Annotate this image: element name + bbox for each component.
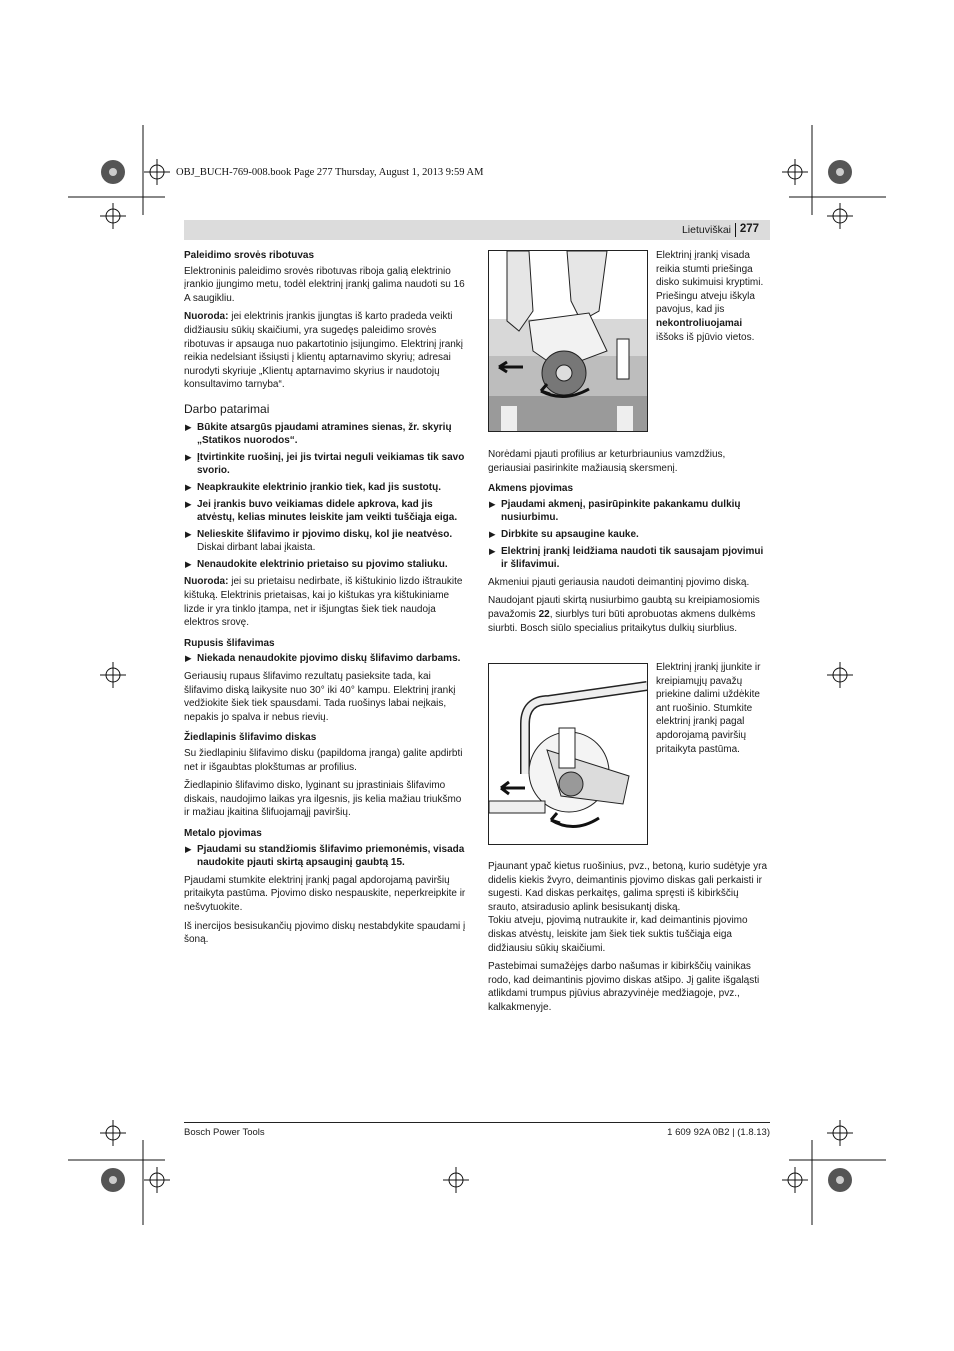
list-item: ▶ Dirbkite su apsaugine kauke. [489,528,639,540]
page-header [184,220,770,240]
section-title: Žiedlapinis šlifavimo diskas [184,732,317,744]
right-column-text-1 [488,448,770,640]
list-item: ▶ Elektrinį įrankį leidžiama naudoti tik sausajam pjovimui ir šlifavimui. [489,545,764,571]
note-paragraph [184,310,466,392]
list-item: ▶ Pjaudami akmenį, pasirūpinkite pakankamu dulkių nusiurbimu. [489,498,741,524]
triangle-bullet-icon: ▶ [489,545,496,556]
caption-text: Elektrinį įrankį įjunkite ir kreipiamųjų pavažų priekine dalimi uždėkite ant ruošinio. Stumkite elektrinį įrankį pagal apdorojamą paviršių pritaikyta pastūma. [656,662,761,755]
section-heading: Darbo patarimai [184,401,270,416]
section-title: Paleidimo srovės ribotuvas [184,250,315,261]
paragraph: Pjaudami stumkite elektrinį įrankį pagal apdorojamą paviršių pritaikyta pastūma. Pjovimo disko nespauskite, neperkreipkite ir nešvytuokite. [184,874,466,913]
bullet-list [184,843,466,870]
triangle-bullet-icon: ▶ [185,451,192,462]
bullet-list [488,498,770,572]
paragraph: Žiedlapinio šlifavimo disko, lyginant su įprastiniais šlifavimo diskais, naudojimo laikas yra ilgesnis, jis kelia mažiau triukšmo ir mažiau įkaitina šlifuojamąjį paviršių. [184,780,462,819]
triangle-bullet-icon: ▶ [185,843,192,854]
list-item: ▶ Niekada nenaudokite pjovimo diskų šlifavimo darbams. [185,653,461,665]
triangle-bullet-icon: ▶ [185,528,192,539]
paragraph: Elektroninis paleidimo srovės ribotuvas riboja galią elektrinio įrankio įjungimo metu, todėl elektrinį įrankį galima naudoti su 16 A saugikliu. [184,265,465,304]
cutting-direction-drawing [489,251,647,431]
note-text: jei elektrinis įrankis įjungtas iš karto pradeda veikti didžiausiu sūkių skaičiumi, yra sugedęs paleidimo srovės ribotuvas ir apsauga nuo pakartotinio įsijungimo. Elektrinį įrankį reikia nedelsiant išsiųsti į klientų aptarnavimo skyrių; adresai nurodyti skyriuje „Klientų aptarnavimo skyrius ir naudotojų konsultavimo tarnyba“. [184,311,464,391]
header-language: Lietuviškai [681,224,731,236]
triangle-bullet-icon: ▶ [185,558,192,569]
bullet-list [184,652,466,666]
paragraph: Naudojant pjauti skirtą nusiurbimo gaubtą su kreipiamosiomis pavažomis 22, siurblys turi būti aprobuotas akmens dulkėms siurbti. Bosch siūlo specialius pritaikytus dulkių siurblius. [488,595,760,634]
paragraph: Su žiedlapiniu šlifavimo disku (papildoma įranga) galite apdirbti net ir išgaubtas plokštumas ar profilius. [184,748,463,773]
right-column-text-2 [488,860,770,1020]
triangle-bullet-icon: ▶ [489,498,496,509]
bullet-list [184,421,466,572]
section-title: Akmens pjovimas [488,483,574,495]
list-item: ▶ Jei įrankis buvo veikiamas didele apkrova, kad jis atvėstų, kelias minutes leiskite jam veikti tuščiąja eiga. [185,498,458,524]
footer-brand: Bosch Power Tools [184,1127,265,1138]
caption-text: Elektrinį įrankį visada reikia stumti priešinga disko sukimuisi kryptimi. Priešingu atveju iškyla pavojus, kad jis nekontroliuojamai iššoks iš pjūvio vietos. [656,250,764,343]
header-separator [735,223,736,237]
illustration-cutting-direction [488,250,648,432]
figure-caption [656,661,770,761]
section-title: Metalo pjovimas [184,827,262,839]
triangle-bullet-icon: ▶ [185,421,192,432]
section-title: Rupusis šlifavimas [184,637,275,649]
list-item: ▶ Būkite atsargūs pjaudami atramines sienas, žr. skyrių „Statikos nuorodos“. [185,421,452,447]
note-text: jei su prietaisu nedirbate, iš kištukinio lizdo ištraukite kištuką. Elektrinis prietaisas, kai jo kištukas yra kištukiniame lizde ir yra tinklo įtampa, net ir išjungtas šiek tiek naudoja elektros srovę. [184,576,463,629]
paragraph: Norėdami pjauti profilius ar keturbriaunius vamzdžius, geriausiai pasirinkite mažiausią skersmenį. [488,449,726,474]
note-label: Nuoroda: [184,311,229,323]
left-column [184,249,466,952]
list-item: ▶ Nenaudokite elektrinio prietaiso su pjovimo staliuku. [185,558,448,570]
note-label: Nuoroda: [184,576,229,588]
illustration-stone-cutting [488,663,648,845]
footer-divider [184,1122,770,1123]
list-item: ▶ Neapkraukite elektrinio įrankio tiek, kad jis sustotų. [185,481,441,493]
figure-caption [656,249,770,349]
paragraph: Iš inercijos besisukančių pjovimo diskų nestabdykite spaudami į šoną. [184,920,466,946]
triangle-bullet-icon: ▶ [185,481,192,492]
paragraph: Geriausių rupaus šlifavimo rezultatų pasieksite tada, kai šlifavimo diską laikysite nuo 30° iki 40° kampu. Elektrinį įrankį vedžiokite šiek tiek spausdami. Tada ruošinys labai neįkais, nepakis jo spalva ir nebus rievių. [184,671,456,723]
paragraph: Pastebimai sumažėjęs darbo našumas ir kibirkščių vainikas rodo, kad deimantinis pjovimo diskas atšipo. Jį galite išgaląsti atlikdami trumpus pjūvius abrazyvinėje medžiagoje, pvz., kalkakmenyje. [488,961,760,1013]
stone-cutting-drawing [489,664,647,844]
triangle-bullet-icon: ▶ [489,528,496,539]
list-item: ▶ Įtvirtinkite ruošinį, jei jis tvirtai neguli veikiamas tik savo svorio. [185,451,465,477]
paragraph: Pjaunant ypač kietus ruošinius, pvz., betoną, kurio sudėtyje yra didelis kiekis žvyro, deimantinis pjovimo diskas gali perkaisti ir sugesti. Kad diskas perkaitęs, galima spręsti iš kibirkščių srauto, atsiradusio aplink besisukantį diską. [488,861,768,913]
paragraph: Akmeniui pjauti geriausia naudoti deimantinį pjovimo diską. [488,576,750,588]
list-item: ▶ Pjaudami su standžiomis šlifavimo priemonėmis, visada naudokite pjauti skirtą apsauginį gaubtą 15. [185,843,465,869]
triangle-bullet-icon: ▶ [185,498,192,509]
print-slug: OBJ_BUCH-769-008.book Page 277 Thursday, August 1, 2013 9:59 AM [176,167,484,178]
note-paragraph [184,575,466,629]
triangle-bullet-icon: ▶ [185,653,192,664]
page-number: 277 [739,223,759,235]
list-item: ▶ Nelieskite šlifavimo ir pjovimo diskų, kol jie neatvėso. Diskai dirbant labai įkaista. [185,528,453,554]
footer-doc-number: 1 609 92A 0B2 | (1.8.13) [667,1127,770,1138]
paragraph: Tokiu atveju, pjovimą nutraukite ir, kad deimantinis pjovimo diskas atvėstų, leiskite jam šiek tiek suktis tuščiąja eiga didžiausiu sūkių skaičiumi. [488,915,748,954]
